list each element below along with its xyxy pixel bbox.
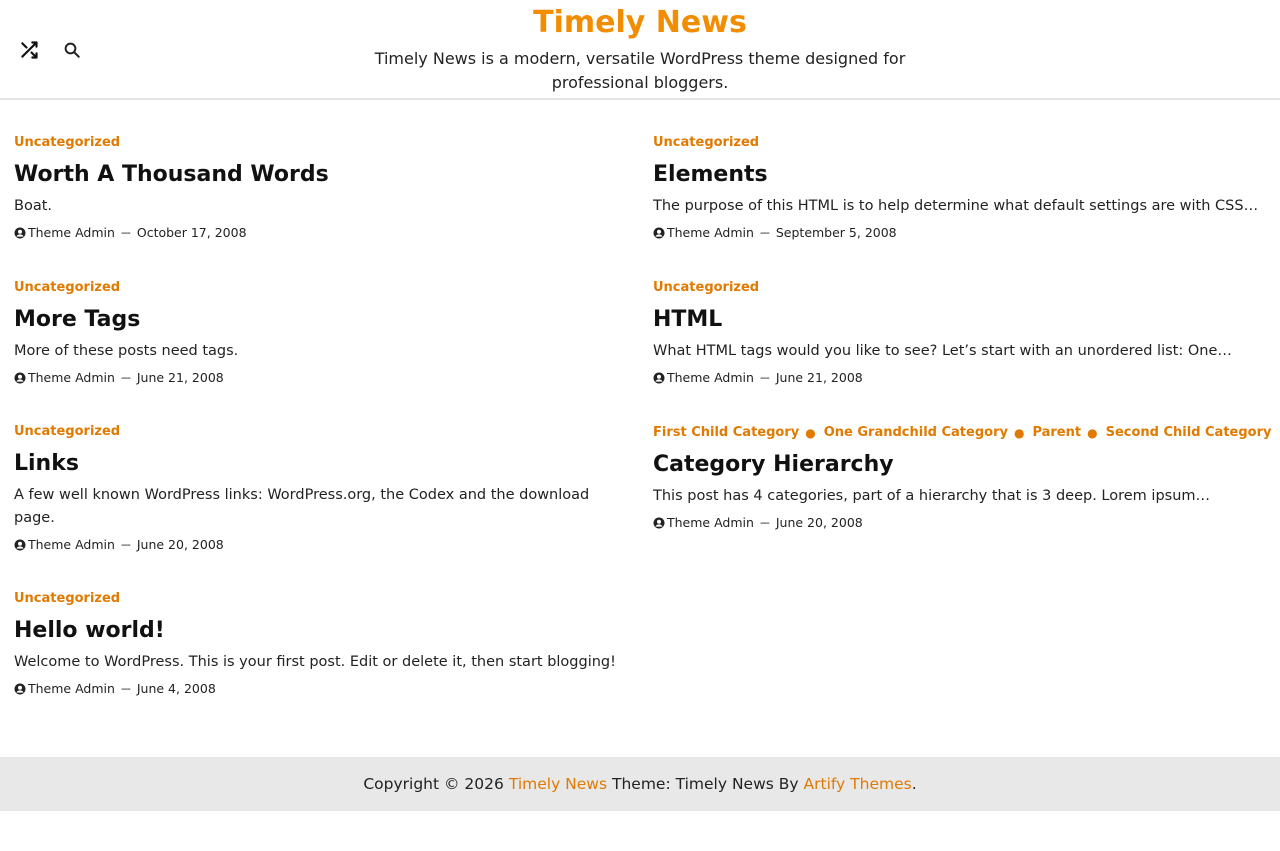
site-title[interactable]: Timely News [533,5,747,40]
post-date[interactable]: June 21, 2008 [775,370,863,385]
post-meta [14,224,629,242]
footer-author-link[interactable]: Artify Themes [803,775,912,793]
site-header [0,0,1280,100]
post-meta [653,224,1268,242]
post-excerpt: A few well known WordPress links: WordPress.org, the Codex and the download page. [14,487,590,526]
post-date[interactable]: June 21, 2008 [136,370,224,385]
category-link[interactable]: Uncategorized [14,280,121,295]
post-excerpt: The purpose of this HTML is to help determine what default settings are with CSS… [653,198,1259,214]
category-link[interactable]: Uncategorized [14,424,121,439]
category-link[interactable]: Parent [1032,425,1082,440]
post-card [653,279,1268,387]
post-author[interactable]: Theme Admin [28,537,115,552]
post-date[interactable]: June 20, 2008 [136,537,224,552]
site-description: Timely News is a modern, versatile WordPress theme designed for professional bloggers. [374,49,906,92]
meta-separator: --- [759,516,769,529]
post-categories [14,279,629,297]
meta-separator: --- [759,226,769,239]
post-excerpt: This post has 4 categories, part of a hierarchy that is 3 deep. Lorem ipsum… [653,488,1211,504]
post-title [14,306,629,334]
post-title [14,450,629,478]
site-footer [0,757,1280,811]
meta-separator: --- [759,371,769,384]
category-link[interactable]: Second Child Category [1105,425,1272,440]
post-title-link[interactable]: HTML [653,307,723,332]
post-date[interactable]: September 5, 2008 [775,225,897,240]
post-author[interactable]: Theme Admin [28,370,115,385]
user-icon [653,517,665,529]
post-categories [653,134,1268,152]
category-dot-icon: ● [805,426,816,440]
category-link[interactable]: Uncategorized [14,135,121,150]
post-title-link[interactable]: Category Hierarchy [653,452,894,477]
user-icon [653,372,665,384]
post-categories [653,423,1272,442]
footer-period: . [911,775,917,793]
post-title [653,306,1268,334]
user-icon [14,683,26,695]
post-categories [14,590,629,608]
category-link[interactable]: Uncategorized [14,591,121,606]
post-categories [14,134,629,152]
meta-separator: --- [120,538,130,551]
user-icon [14,227,26,239]
category-link[interactable]: One Grandchild Category [823,425,1008,440]
category-link[interactable]: Uncategorized [653,135,760,150]
post-meta [14,680,629,698]
meta-separator: --- [120,682,130,695]
post-meta [14,369,629,387]
post-card [14,590,629,698]
post-card [14,279,629,387]
post-date[interactable]: June 4, 2008 [136,681,216,696]
post-card [14,423,629,554]
search-icon[interactable] [60,38,84,62]
post-title [14,161,629,189]
footer-theme-text: Theme: Timely News By [612,775,799,793]
user-icon [653,227,665,239]
meta-separator: --- [120,371,130,384]
footer-site-link[interactable]: Timely News [508,775,608,793]
post-author[interactable]: Theme Admin [667,370,754,385]
post-date[interactable]: June 20, 2008 [775,515,863,530]
category-link[interactable]: First Child Category [653,425,800,440]
post-card [653,423,1272,532]
post-title [14,617,629,645]
post-title-link[interactable]: Worth A Thousand Words [14,162,329,187]
post-title-link[interactable]: Elements [653,162,768,187]
post-author[interactable]: Theme Admin [667,225,754,240]
post-excerpt: More of these posts need tags. [14,343,239,359]
post-title [653,451,1268,479]
post-meta [653,369,1268,387]
post-author[interactable]: Theme Admin [28,681,115,696]
category-link[interactable]: Uncategorized [653,280,760,295]
post-categories [653,279,1268,297]
post-meta [653,514,1268,532]
post-excerpt: Boat. [14,198,52,214]
post-card [14,134,629,242]
meta-separator: --- [120,226,130,239]
post-categories [14,423,629,441]
post-title-link[interactable]: Links [14,451,79,476]
user-icon [14,539,26,551]
user-icon [14,372,26,384]
post-author[interactable]: Theme Admin [28,225,115,240]
post-title-link[interactable]: Hello world! [14,618,165,643]
post-date[interactable]: October 17, 2008 [136,225,247,240]
post-author[interactable]: Theme Admin [667,515,754,530]
category-dot-icon: ● [1087,426,1098,440]
post-card [653,134,1268,242]
category-dot-icon: ● [1013,426,1025,440]
footer-copyright: Copyright © 2026 [363,775,504,793]
shuffle-icon[interactable] [17,38,41,62]
post-excerpt: What HTML tags would you like to see? Let’s start with an unordered list: One… [653,343,1232,359]
posts-grid [0,100,1280,757]
site-branding [340,4,940,95]
post-excerpt: Welcome to WordPress. This is your first post. Edit or delete it, then start blogging! [14,654,616,670]
post-meta [14,536,629,554]
post-title-link[interactable]: More Tags [14,307,141,332]
post-title [653,161,1268,189]
